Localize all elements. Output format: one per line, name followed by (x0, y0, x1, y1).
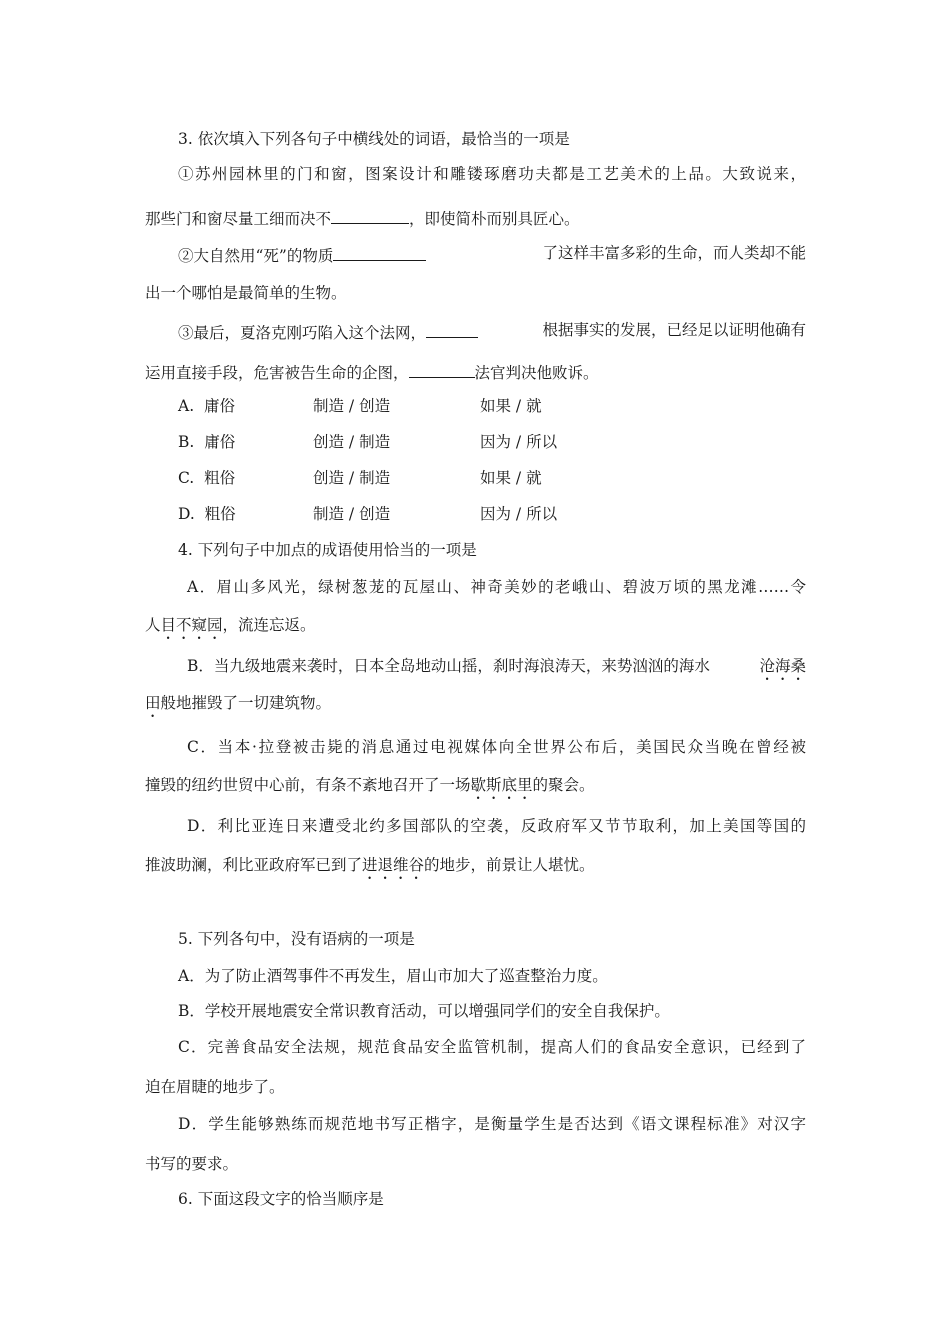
q3-sentence3-line2: 运用直接手段，危害被告生命的企图， 法官判决他败诉。 (145, 360, 599, 383)
q3-option-a[interactable]: A. 庸俗 (178, 397, 235, 415)
q4-option-c-line1[interactable]: C．当本·拉登被击毙的消息通过电视媒体向全世界公布后，美国民众当晚在曾经被 (187, 738, 806, 756)
q3-option-c-word3: 如果 / 就 (480, 469, 542, 487)
q5-option-d-line1[interactable]: D．学生能够熟练而规范地书写正楷字，是衡量学生是否达到《语文课程标准》对汉字 (178, 1115, 806, 1133)
q3-sentence1-line2: 那些门和窗尽量工细而决不 ，即使简朴而别具匠心。 (145, 206, 580, 229)
q3-sentence1-line1: ①苏州园林里的门和窗，图案设计和雕镂琢磨功夫都是工艺美术的上品。大致说来， (178, 165, 806, 183)
fill-blank (426, 320, 478, 338)
q3-option-d-word2: 制造 / 创造 (313, 505, 391, 523)
q5-option-b[interactable]: B．学校开展地震安全常识教育活动，可以增强同学们的安全自我保护。 (178, 1002, 670, 1020)
dotted-idiom: 进退维谷 (362, 856, 425, 874)
q4-option-b-line2: 田般地摧毁了一切建筑物。 (145, 694, 332, 712)
q4-option-c-line2: 撞毁的纽约世贸中心前，有条不紊地召开了一场歇斯底里的聚会。 (145, 776, 595, 794)
q5-option-d-line2: 书写的要求。 (145, 1155, 239, 1173)
q3-sentence2-line2: 出一个哪怕是最简单的生物。 (145, 284, 347, 302)
q3-option-a-word2: 制造 / 创造 (313, 397, 391, 415)
q4-option-d-line1[interactable]: D．利比亚连日来遭受北约多国部队的空袭，反政府军又节节取利，加上美国等国的 (187, 817, 806, 835)
q3-option-c[interactable]: C. 粗俗 (178, 469, 236, 487)
dotted-idiom: 歇斯底里 (470, 776, 533, 794)
q4-option-b-line1[interactable]: B．当九级地震来袭时，日本全岛地动山摇，刹时海浪涛天，来势汹汹的海水 沧海桑 (187, 656, 806, 684)
q3-option-b-word2: 创造 / 制造 (313, 433, 391, 451)
q5-stem: 5. 下列各句中，没有语病的一项是 (178, 930, 415, 948)
q4-option-a-line1[interactable]: A．眉山多风光，绿树葱茏的瓦屋山、神奇美妙的老峨山、碧波万顷的黑龙滩……令 (187, 578, 806, 596)
q5-option-a[interactable]: A．为了防止酒驾事件不再发生，眉山市加大了巡查整治力度。 (178, 967, 608, 985)
q3-option-d-word3: 因为 / 所以 (480, 505, 558, 523)
dotted-idiom: 田 (145, 694, 161, 712)
fill-blank (333, 243, 426, 261)
dotted-idiom: 目不窥园 (160, 616, 223, 634)
fill-blank (331, 206, 409, 224)
q4-option-d-line2: 推波助澜，利比亚政府军已到了进退维谷的地步，前景让人堪忧。 (145, 856, 595, 874)
q3-option-b[interactable]: B. 庸俗 (178, 433, 236, 451)
q3-sentence2-line1: ②大自然用“死”的物质 了这样丰富多彩的生命，而人类却不能 (178, 244, 806, 265)
q3-option-c-word2: 创造 / 制造 (313, 469, 391, 487)
q3-option-b-word3: 因为 / 所以 (480, 433, 558, 451)
q5-option-c-line1[interactable]: C．完善食品安全法规，规范食品安全监管机制，提高人们的食品安全意识，已经到了 (178, 1038, 806, 1056)
q3-option-a-word3: 如果 / 就 (480, 397, 542, 415)
q5-option-c-line2: 迫在眉睫的地步了。 (145, 1078, 285, 1096)
q6-stem: 6. 下面这段文字的恰当顺序是 (178, 1190, 384, 1208)
q3-stem: 3. 依次填入下列各句子中横线处的词语，最恰当的一项是 (178, 130, 570, 148)
fill-blank (409, 360, 475, 378)
dotted-idiom: 沧海桑 (759, 657, 806, 675)
q4-stem: 4. 下列句子中加点的成语使用恰当的一项是 (178, 541, 477, 559)
q3-sentence3-line1: ③最后，夏洛克刚巧陷入这个法网， 根据事实的发展，已经足以证明他确有 (178, 321, 806, 342)
q3-option-d[interactable]: D. 粗俗 (178, 505, 236, 523)
q4-option-a-line2: 人目不窥园，流连忘返。 (145, 616, 316, 634)
